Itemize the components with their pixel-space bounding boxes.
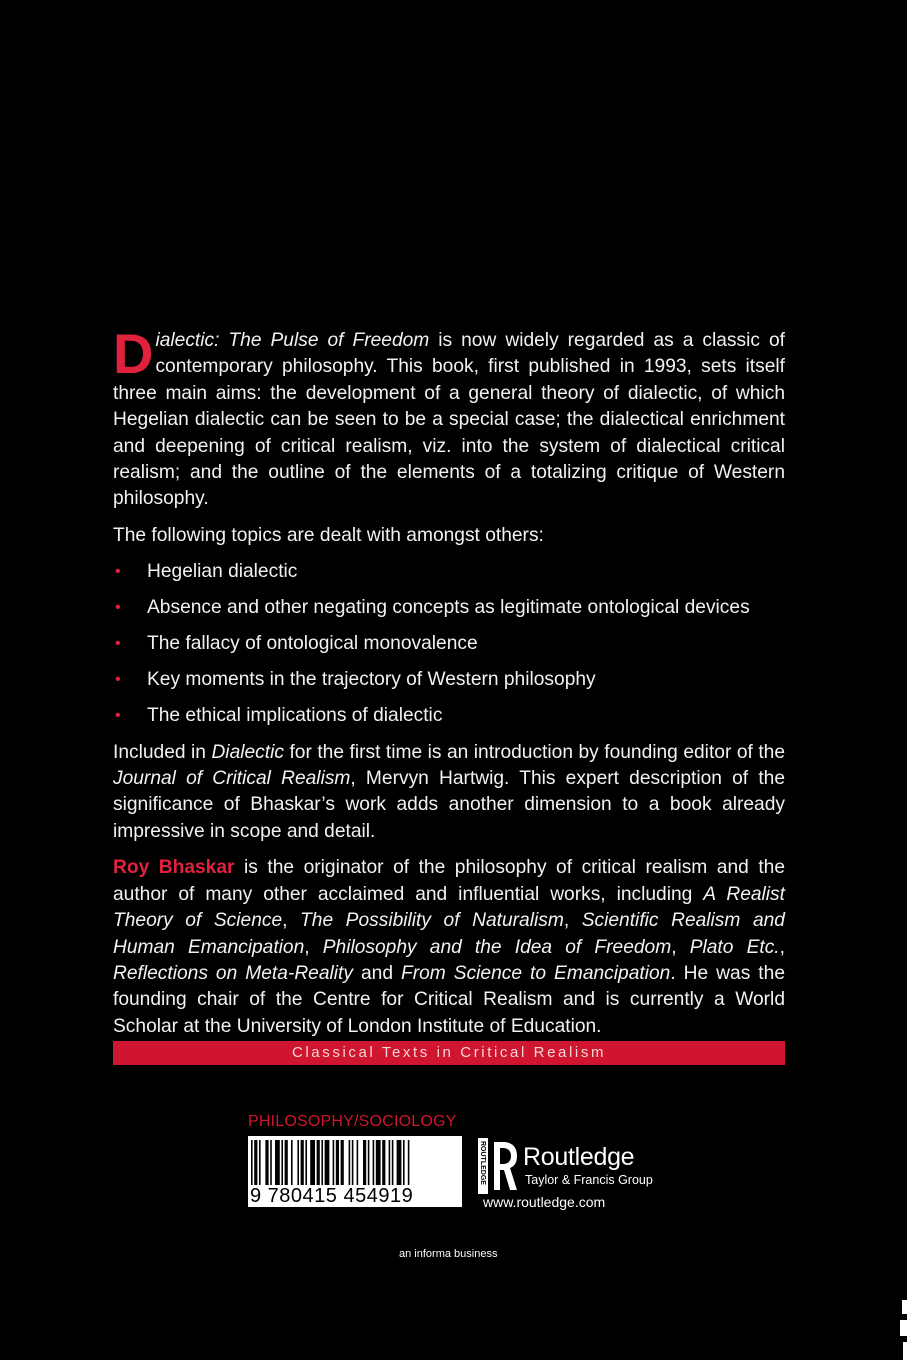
- bullet-icon: •: [115, 635, 121, 653]
- barcode-bar: [336, 1140, 339, 1186]
- barcode-bar: [376, 1140, 381, 1186]
- barcode-bar: [357, 1140, 359, 1186]
- barcode-bar: [317, 1140, 320, 1186]
- barcode-bar: [408, 1140, 410, 1186]
- barcode-bar: [259, 1140, 261, 1186]
- barcode-bar: [265, 1140, 268, 1186]
- barcode-bar: [291, 1140, 293, 1186]
- corner-decoration: [898, 1300, 907, 1360]
- barcode-bar: [325, 1140, 330, 1186]
- intro-text-1: Included in: [113, 741, 212, 763]
- description-text: is now widely regarded as a classic of contemporary philosophy. This book, first published in 1993, sets itself three main aims: the development of a general theory of dialectic, of which Hegelian dialectic can be seen to be a special case; the dialectical enrichment and deepening of critical realism, viz. into the system of dialectical critical realism; and the outline of the elements of a totalizing critique of Western philosophy.: [113, 330, 785, 510]
- separator: ,: [671, 936, 690, 958]
- bullet-icon: •: [115, 563, 121, 581]
- work-title: Scientific Realism and Human Emancipation: [113, 910, 785, 958]
- barcode-bar: [397, 1140, 402, 1186]
- publisher-name: Routledge: [523, 1143, 635, 1171]
- series-banner: Classical Texts in Critical Realism: [113, 1041, 785, 1065]
- barcode-bar: [301, 1140, 304, 1186]
- barcode-bar: [403, 1140, 405, 1186]
- bullet-icon: •: [115, 707, 121, 725]
- barcode-bar: [363, 1140, 366, 1186]
- barcode-bar: [275, 1140, 280, 1186]
- barcode-bar: [254, 1140, 257, 1186]
- topic-item: [113, 703, 785, 729]
- back-cover-text: [113, 322, 786, 1050]
- topic-item: [113, 559, 785, 585]
- bullet-icon: •: [115, 671, 121, 689]
- separator: ,: [563, 910, 582, 932]
- barcode-bar: [392, 1140, 394, 1186]
- separator: and: [352, 962, 401, 984]
- isbn-barcode: [248, 1136, 462, 1207]
- topic-item: [113, 667, 785, 693]
- barcode-bar: [341, 1140, 344, 1186]
- author-text-2: . He was the founding chair of the Centre for Critical Realism and is currently a World Scholar at the University of London Institute of Education.: [113, 962, 785, 1037]
- barcode-bar: [352, 1140, 354, 1186]
- topic-text: Absence and other negating concepts as legitimate ontological devices: [147, 597, 750, 619]
- barcode-bar: [382, 1140, 385, 1186]
- book-title: ialectic: The Pulse of Freedom: [155, 330, 430, 351]
- separator: ,: [304, 936, 323, 958]
- intro-text-3: , Mervyn Hartwig. This expert description of the significance of Bhaskar’s work adds another dimension to a book already impressive in scope and detail.: [113, 768, 785, 842]
- topic-item: [113, 631, 785, 657]
- topic-text: The fallacy of ontological monovalence: [147, 633, 478, 655]
- routledge-logo-text: ROUTLEDGE: [479, 1141, 486, 1185]
- barcode-bar: [310, 1140, 315, 1186]
- barcode-bar: [270, 1140, 272, 1186]
- barcode-bar: [297, 1140, 299, 1186]
- work-title: The Possibility of Naturalism: [300, 910, 564, 932]
- author-bio: [113, 855, 785, 1040]
- barcode-bar: [349, 1140, 351, 1186]
- separator: ,: [779, 936, 785, 958]
- drop-cap: D: [113, 322, 154, 385]
- isbn-number: 9 780415 454919: [250, 1185, 414, 1207]
- barcode-bar: [321, 1140, 323, 1186]
- publisher-group: Taylor & Francis Group: [525, 1173, 653, 1187]
- informa-tagline: an informa business: [399, 1248, 498, 1260]
- work-title: A Realist Theory of Science: [113, 883, 785, 932]
- subject-category: PHILOSOPHY/SOCIOLOGY: [248, 1113, 457, 1130]
- barcode-bar: [333, 1140, 335, 1186]
- barcode-bar: [251, 1140, 253, 1186]
- bullet-icon: •: [115, 599, 121, 617]
- work-title: From Science to Emancipation: [401, 962, 671, 984]
- work-title: Reflections on Meta-Reality: [113, 962, 353, 984]
- routledge-logo-icon: [478, 1138, 518, 1194]
- author-name: Roy Bhaskar: [113, 857, 235, 879]
- barcode-bar: [281, 1140, 283, 1186]
- topic-item: [113, 595, 785, 621]
- author-text-1: is the originator of the philosophy of critical realism and the author of many other acclaimed and influential works, including: [113, 857, 786, 905]
- barcode-bar: [389, 1140, 391, 1186]
- barcode-bar: [368, 1140, 370, 1186]
- separator: ,: [282, 910, 301, 932]
- barcode-bar: [285, 1140, 288, 1186]
- topic-text: Key moments in the trajectory of Western philosophy: [147, 669, 596, 691]
- barcode-bar: [373, 1140, 375, 1186]
- topic-text: The ethical implications of dialectic: [147, 705, 443, 727]
- introduction-paragraph: [113, 740, 785, 846]
- barcode-bar: [305, 1140, 307, 1186]
- publisher-url[interactable]: www.routledge.com: [483, 1194, 606, 1210]
- work-title: Philosophy and the Idea of Freedom: [322, 936, 672, 958]
- description-paragraph: [113, 322, 785, 513]
- intro-title-journal: Journal of Critical Realism: [113, 768, 351, 790]
- topic-text: Hegelian dialectic: [147, 561, 298, 583]
- intro-title-dialectic: Dialectic: [211, 741, 284, 763]
- work-title: Plato Etc.: [689, 936, 780, 958]
- topics-list: [113, 559, 785, 729]
- topics-intro: The following topics are dealt with amongst others:: [113, 524, 544, 546]
- intro-text-2: for the first time is an introduction by founding editor of the: [283, 741, 785, 763]
